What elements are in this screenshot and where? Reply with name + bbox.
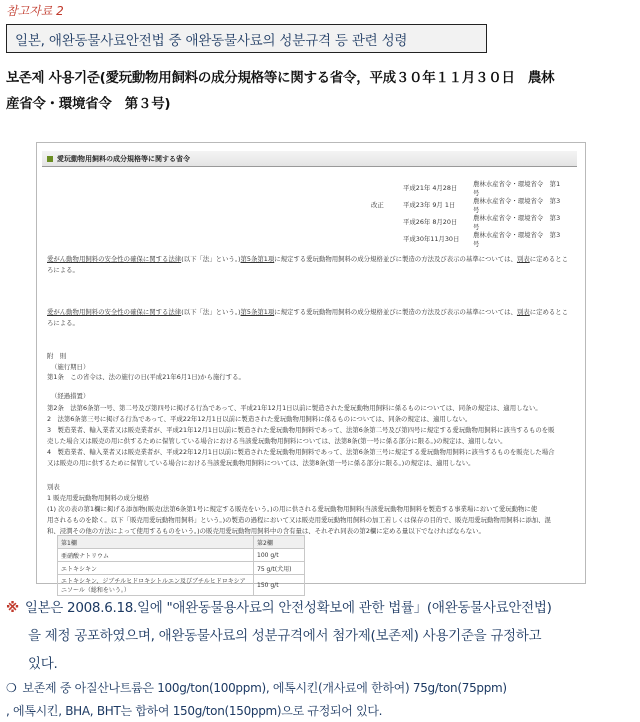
paragraph-text: に規定する愛玩動物用飼料の成分規格並びに製造の方法及び表示の基準については、 <box>274 308 517 316</box>
history-ministry: 農林水産省令・環境省令 第3号 <box>473 213 561 231</box>
preamble-paragraph <box>47 254 573 276</box>
law-link[interactable]: 愛がん動物用飼料の安全性の確保に関する法律 <box>47 308 182 316</box>
standard-line-2: 産省令・環境省令 第３号) <box>6 96 171 112</box>
table-row <box>58 562 305 575</box>
bullet-line-2: , 에톡시킨, BHA, BHT는 합하여 150g/ton(150ppm)으로 규정되어 있다. <box>6 704 383 718</box>
annex-heading: 別表 <box>47 483 60 491</box>
paragraph-text: に定めるところによる。 <box>47 308 569 327</box>
history-prefix: 改正 <box>371 201 384 209</box>
annex-link[interactable]: 別表 <box>516 308 530 316</box>
table-cell: 100 g/t <box>254 549 305 562</box>
hollow-circle-bullet-icon: ❍ <box>6 681 17 695</box>
history-row <box>371 196 561 213</box>
paragraph-text: に定めるところによる。 <box>47 255 569 274</box>
paragraph-text: に規定する愛玩動物用飼料の成分規格並びに製造の方法及び表示の基準については、 <box>274 255 517 263</box>
bullet-square-icon <box>47 156 53 162</box>
history-date: 平成23年 9月 1日 <box>403 201 456 209</box>
bullet-text: 보존제 중 아질산나트륨은 100g/ton(100ppm), 에톡시킨(개사료에 한하여) 75g/ton(75ppm) <box>22 681 507 695</box>
note-line-3: 있다. <box>28 656 58 672</box>
paragraph-text: (以下「法」という。) <box>181 308 241 316</box>
annex-section <box>47 482 573 537</box>
history-date: 平成26年 8月20日 <box>403 218 458 226</box>
ordinance-document-image <box>36 142 586 594</box>
supplementary-provisions-heading: 附 則 <box>47 352 67 360</box>
history-row <box>371 213 561 230</box>
table-row <box>58 575 305 596</box>
reference-mark-icon: ※ <box>6 600 19 616</box>
annex-line: 和、浸潤その他の方法によって使用するものをいう。)の販売用愛玩動物用飼料中の含有量は、それぞれ同表の第2欄に定める量以下でなければならない。 <box>47 527 485 535</box>
note-text: 일본은 2008.6.18.일에 "애완동물용사료의 안전성확보에 관한 법률」(애완동물사료안전법) <box>24 600 552 616</box>
page-title: 일본, 애완동물사료안전법 중 애완동물사료의 성분규격 등 관련 성령 <box>6 24 487 53</box>
provision-line: 3 製造業者、輸入業者又は販売業者が、平成21年12月1日以前に製造された愛玩動物用飼料であって、法第6条第二号及び第四号に規定する愛玩動物用飼料に該当するものを販 <box>47 426 555 434</box>
document-header-title: 愛玩動物用飼料の成分規格等に関する省令 <box>57 154 190 163</box>
history-row <box>371 179 561 196</box>
history-date: 平成30年11月30日 <box>403 235 460 243</box>
history-ministry: 農林水産省令・環境省令 第1号 <box>473 179 561 197</box>
annex-line: (1) 次の表の第1欄に掲げる添加物(販売(法第6条第1号に規定する販売をいう。)の用に供される愛玩動物用飼料(当該愛玩動物用飼料を製造する事業場において愛玩動物に使 <box>47 505 538 513</box>
table-header-cell: 第1欄 <box>58 536 254 549</box>
provision-line: 第2条 法第6条第一号、第二号及び第四号に掲げる行為であって、平成21年12月1日以前に製造された愛玩動物用飼料に係るものについては、同条の規定は、適用しない。 <box>47 404 542 412</box>
article-link[interactable]: 第5条第1項 <box>240 308 275 316</box>
table-cell: 150 g/t <box>254 575 305 596</box>
table-cell: 亜硝酸ナトリウム <box>58 549 254 562</box>
note-line-2: 을 제정 공포하였으며, 애완동물사료의 성분규격에서 첨가제(보존제) 사용기준을 규정하고 <box>28 628 542 644</box>
transitional-provisions <box>47 403 573 469</box>
effective-date-heading: （施行期日） <box>51 363 90 371</box>
annex-line: 用されるものを除く。以下「販売用愛玩動物用飼料」という。)の製造の過程において又は販売用愛玩動物用飼料の加工若しくは保存の目的で、販売用愛玩動物用飼料に添加、混 <box>47 516 551 524</box>
table-header-row <box>58 536 305 549</box>
table-cell: エトキシキン <box>58 562 254 575</box>
table-row <box>58 549 305 562</box>
table-cell: エトキシキン、ジブチルヒドロキシトルエン及びブチルヒドロキシアニソール（総和をいう。） <box>58 575 254 596</box>
provision-line: 又は販売の用に供するために保管している場合における当該愛玩動物用飼料については、法第8条(第一号に係る部分に限る。)の規定は、適用しない。 <box>47 459 475 467</box>
table-cell: 75 g/t(犬用) <box>254 562 305 575</box>
provision-line: 4 製造業者、輸入業者又は販売業者が、平成22年12月1日以前に製造された愛玩動物用飼料であって、法第6条第三号に規定する愛玩動物用飼料に該当するものを販売した場合 <box>47 448 555 456</box>
preamble-paragraph-repeat <box>47 307 573 329</box>
transitional-heading: （経過措置） <box>51 392 90 400</box>
additive-limit-table <box>57 535 305 596</box>
note-line-1 <box>6 596 552 616</box>
document-header <box>42 151 577 167</box>
provision-line: 売した場合又は販売の用に供するために保管している場合における当該愛玩動物用飼料については、法第8条(第一号に係る部分に限る。)の規定は、適用しない。 <box>47 437 507 445</box>
annex-link[interactable]: 別表 <box>516 255 530 263</box>
article-link[interactable]: 第5条第1項 <box>240 255 275 263</box>
standard-line-1: 보존제 사용기준(愛玩動物用飼料の成分規格等に関する省令，平成３０年１１月３０日 農林 <box>6 70 555 86</box>
article-1: 第1条 この省令は、法の施行の日(平成21年6月1日)から施行する。 <box>47 373 245 381</box>
history-row <box>371 230 561 247</box>
history-ministry: 農林水産省令・環境省令 第3号 <box>473 230 561 248</box>
history-ministry: 農林水産省令・環境省令 第3号 <box>473 196 561 214</box>
amendment-history <box>371 179 561 247</box>
provision-line: 2 法第6条第三号に掲げる行為であって、平成22年12月1日以前に製造された愛玩動物用飼料に係るものについては、同条の規定は、適用しない。 <box>47 415 472 423</box>
paragraph-text: (以下「法」という。) <box>181 255 241 263</box>
history-date: 平成21年 4月28日 <box>403 184 458 192</box>
bullet-line-1 <box>6 679 507 696</box>
annex-item-heading: 1 販売用愛玩動物用飼料の成分規格 <box>47 494 149 502</box>
law-link[interactable]: 愛がん動物用飼料の安全性の確保に関する法律 <box>47 255 182 263</box>
reference-label: 참고자료 2 <box>6 4 64 18</box>
table-header-cell: 第2欄 <box>254 536 305 549</box>
